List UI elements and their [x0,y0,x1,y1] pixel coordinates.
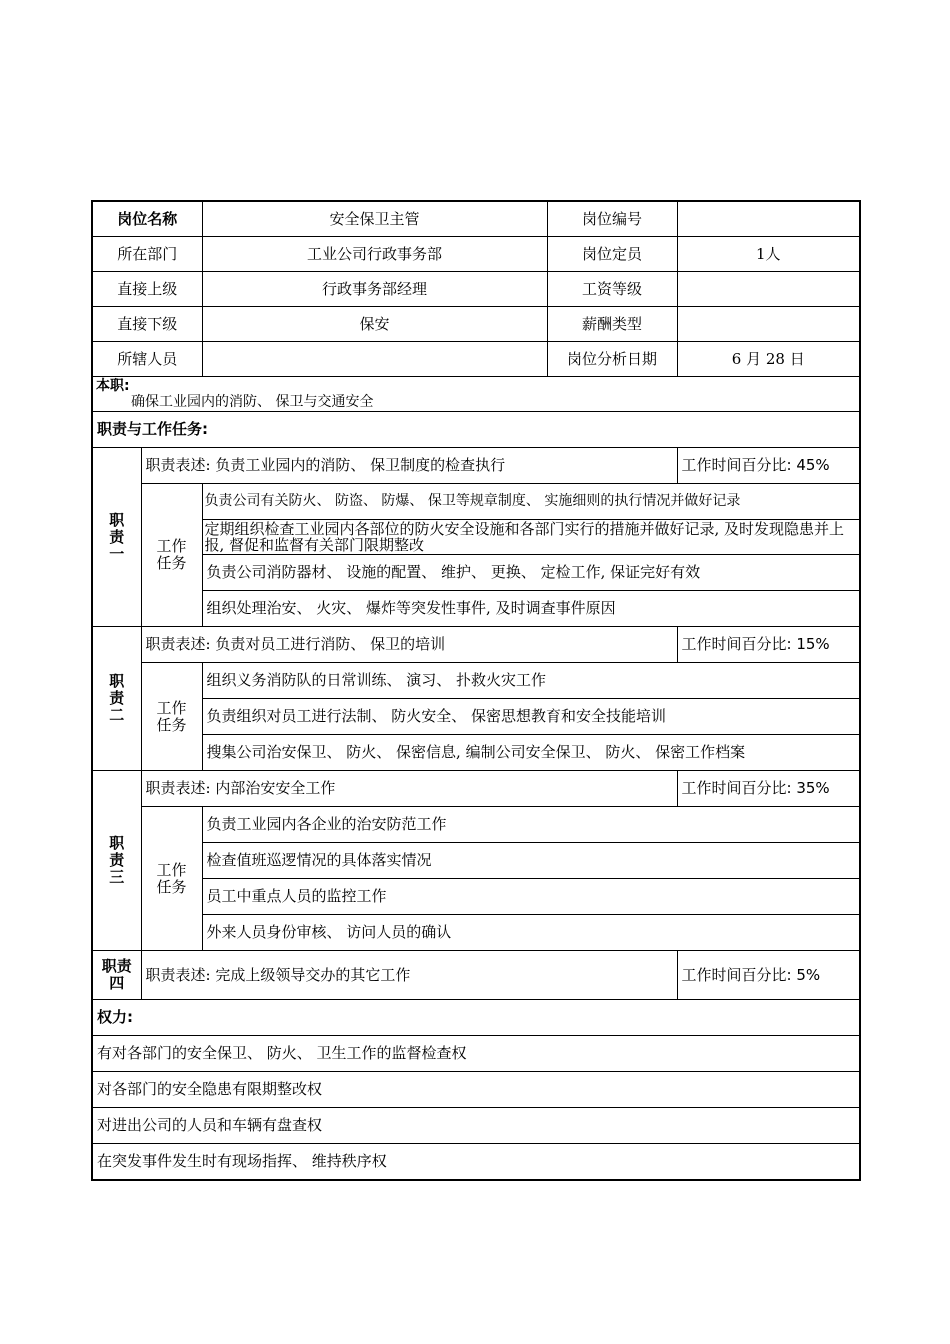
duty-title: 职责三 [92,771,141,951]
duty-title: 职责四 [92,951,141,1000]
duty-percent: 工作时间百分比: 35% [677,771,860,807]
header-value [202,342,547,377]
task-item: 员工中重点人员的监控工作 [202,879,860,915]
task-item: 负责公司消防器材、 设施的配置、 维护、 更换、 定检工作, 保证完好有效 [202,555,860,591]
task-item: 负责组织对员工进行法制、 防火安全、 保密思想教育和安全技能培训 [202,699,860,735]
work-task-label: 工作任务 [141,807,202,951]
task-row [92,699,860,735]
duty-description: 职责表述: 负责工业园内的消防、 保卫制度的检查执行 [141,448,677,484]
header-label: 所在部门 [92,237,202,272]
header-label: 直接下级 [92,307,202,342]
power-item: 在突发事件发生时有现场指挥、 维持秩序权 [92,1144,860,1181]
header-label: 岗位名称 [92,201,202,237]
task-item: 外来人员身份审核、 访问人员的确认 [202,915,860,951]
header-row [92,342,860,377]
task-item: 组织处理治安、 火灾、 爆炸等突发性事件, 及时调查事件原因 [202,591,860,627]
duties-section-title: 职责与工作任务: [92,412,860,448]
header-value: 安全保卫主管 [202,201,547,237]
power-row [92,1108,860,1144]
powers-section-row [92,1000,860,1036]
task-row [92,807,860,843]
task-row [92,555,860,591]
summary-cell [92,377,860,412]
job-description-table [91,200,861,1181]
power-row [92,1072,860,1108]
duty-description: 职责表述: 内部治安安全工作 [141,771,677,807]
header-row [92,201,860,237]
power-item: 有对各部门的安全保卫、 防火、 卫生工作的监督检查权 [92,1036,860,1072]
duty-percent: 工作时间百分比: 5% [677,951,860,1000]
power-row [92,1036,860,1072]
header-label: 岗位分析日期 [547,342,677,377]
header-value: 工业公司行政事务部 [202,237,547,272]
power-item: 对进出公司的人员和车辆有盘查权 [92,1108,860,1144]
duty-description: 职责表述: 负责对员工进行消防、 保卫的培训 [141,627,677,663]
header-value: 行政事务部经理 [202,272,547,307]
task-row [92,843,860,879]
task-row [92,484,860,520]
header-label: 岗位定员 [547,237,677,272]
duty-percent: 工作时间百分比: 45% [677,448,860,484]
task-row [92,735,860,771]
header-label: 薪酬类型 [547,307,677,342]
header-label: 工资等级 [547,272,677,307]
task-item: 负责公司有关防火、 防盗、 防爆、 保卫等规章制度、 实施细则的执行情况并做好记录 [202,484,860,520]
task-item: 检查值班巡逻情况的具体落实情况 [202,843,860,879]
task-row [92,591,860,627]
summary-text: 确保工业园内的消防、 保卫与交通安全 [131,394,374,410]
header-value: 6 月 28 日 [677,342,860,377]
header-value [677,307,860,342]
duty-description-row [92,951,860,1000]
summary-title: 本职: [96,378,130,394]
task-item: 搜集公司治安保卫、 防火、 保密信息, 编制公司安全保卫、 防火、 保密工作档案 [202,735,860,771]
header-label: 直接上级 [92,272,202,307]
task-item: 定期组织检查工业园内各部位的防火安全设施和各部门实行的措施并做好记录, 及时发现隐患并上报, 督促和监督有关部门限期整改 [202,520,860,555]
work-task-label: 工作任务 [141,663,202,771]
duty-description-row [92,627,860,663]
header-row [92,272,860,307]
header-row [92,307,860,342]
powers-section-title: 权力: [92,1000,860,1036]
task-row [92,915,860,951]
header-value [677,201,860,237]
duty-title: 职责二 [92,627,141,771]
header-row [92,237,860,272]
task-row [92,663,860,699]
task-row [92,879,860,915]
header-value: 保安 [202,307,547,342]
task-item: 负责工业园内各企业的治安防范工作 [202,807,860,843]
duty-percent: 工作时间百分比: 15% [677,627,860,663]
duty-description: 职责表述: 完成上级领导交办的其它工作 [141,951,677,1000]
power-item: 对各部门的安全隐患有限期整改权 [92,1072,860,1108]
duty-description-row [92,448,860,484]
duty-title: 职责一 [92,448,141,627]
duty-description-row [92,771,860,807]
work-task-label: 工作任务 [141,484,202,627]
task-item: 组织义务消防队的日常训练、 演习、 扑救火灾工作 [202,663,860,699]
power-row [92,1144,860,1181]
header-label: 所辖人员 [92,342,202,377]
header-value: 1人 [677,237,860,272]
duties-section-row [92,412,860,448]
summary-row [92,377,860,412]
header-value [677,272,860,307]
task-row [92,520,860,555]
header-label: 岗位编号 [547,201,677,237]
